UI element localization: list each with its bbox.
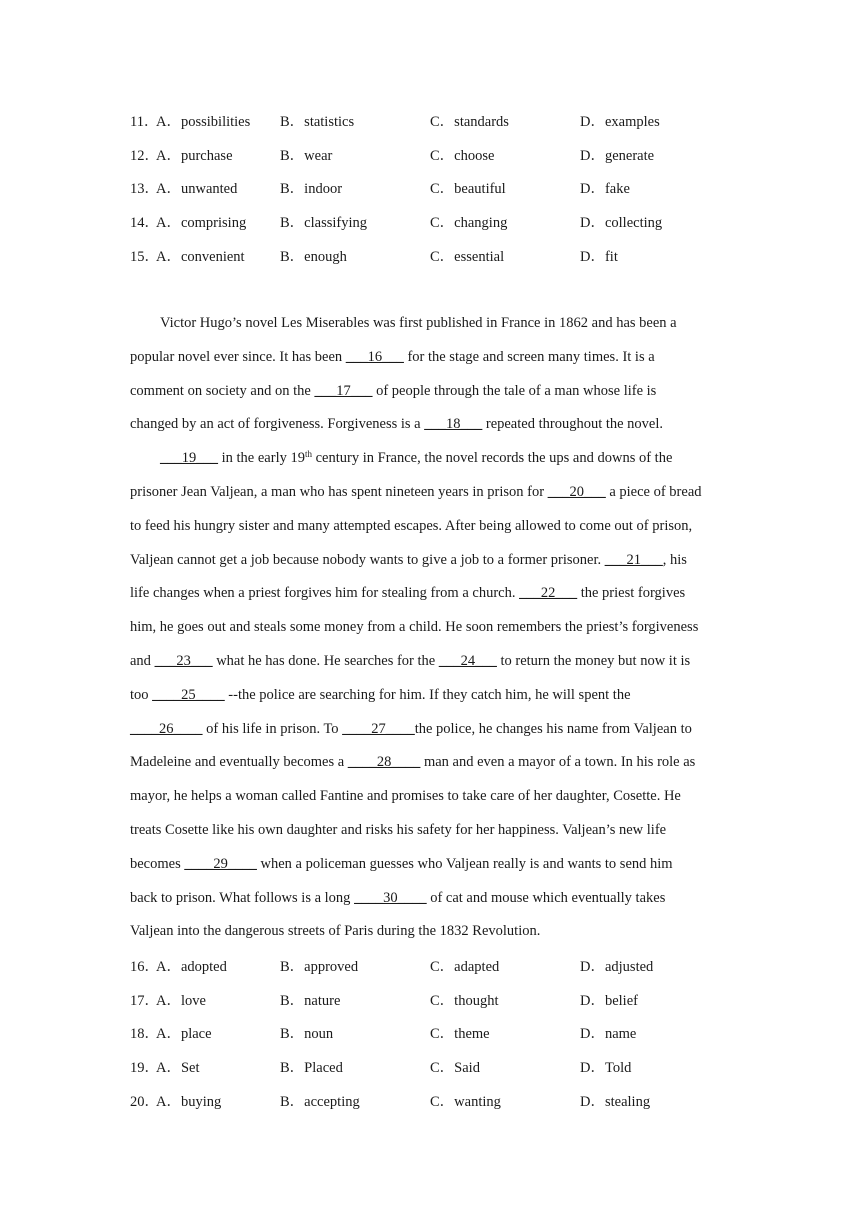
option-c: C．standards [430,114,509,130]
passage-text: to feed his hungry sister and many attempted escapes. After being allowed to come out of prison, [130,517,693,534]
question-number: 20． [130,1094,159,1110]
question-16-options [130,957,770,977]
option-b: B．noun [280,1026,334,1042]
question-18-options [130,1024,770,1044]
passage-line [130,510,730,544]
option-b: B．accepting [280,1094,360,1110]
option-c: C．changing [430,215,508,231]
option-a: A．convenient [156,249,245,265]
passage-line [130,713,730,747]
blank-16: ___16___ [345,348,404,365]
passage-line [130,544,730,578]
option-b: B．Placed [280,1060,343,1076]
option-b: B．wear [280,148,333,164]
passage-line [130,882,730,916]
passage-text: man and even a mayor of a town. In his role as [420,754,696,771]
passage-text: of his life in prison. To [202,720,343,737]
blank-23: ___23___ [154,652,213,669]
option-a: A．adopted [156,959,227,975]
blank-22: ___22___ [519,585,578,602]
blank-25: ____25____ [152,686,225,703]
passage-text: , his [662,551,687,568]
blank-30: ____30____ [354,889,427,906]
option-c: C．thought [430,993,499,1009]
passage-text: to return the money but now it is [496,652,691,669]
passage-text: comment on society and on the [130,382,315,399]
passage-line [130,814,730,848]
question-17-options [130,991,770,1011]
blank-17: ___17___ [314,382,373,399]
blank-20: ___20___ [547,483,606,500]
option-d: D．fit [580,249,618,265]
passage-text: for the stage and screen many times. It is a [403,348,655,365]
option-a: A．unwanted [156,181,238,197]
option-d: D．generate [580,148,655,164]
passage-text: popular novel ever since. It has been [130,348,346,365]
question-19-options [130,1058,770,1078]
passage-text: Valjean into the dangerous streets of Paris during the 1832 Revolution. [130,923,541,940]
blank-29: ____29____ [184,855,257,872]
passage-text: --the police are searching for him. If they catch him, he will spent the [224,686,631,703]
passage-line [130,780,730,814]
question-number: 13． [130,181,159,197]
option-c: C．beautiful [430,181,506,197]
passage-line [130,307,730,341]
question-number: 12． [130,148,159,164]
blank-27: ____27____ [342,720,415,737]
option-d: D．name [580,1026,637,1042]
option-d: D．collecting [580,215,663,231]
passage-line [130,408,730,442]
question-11-options [130,112,770,132]
passage-line [130,442,730,476]
passage-text: repeated throughout the novel. [482,416,664,433]
question-number: 11． [130,114,159,130]
question-number: 14． [130,215,159,231]
superscript: th [304,449,312,460]
option-c: C．Said [430,1060,480,1076]
passage-line [130,915,730,949]
option-d: D．adjusted [580,959,654,975]
passage-text: and [130,652,155,669]
option-c: C．theme [430,1026,490,1042]
passage-line [130,375,730,409]
passage-line [130,577,730,611]
option-a: A．love [156,993,206,1009]
passage-line [130,611,730,645]
passage-text: too [130,686,153,703]
passage-text: a piece of bread [605,483,702,500]
passage-text: century in France, the novel records the ups and downs of the [312,450,673,467]
question-number: 16． [130,959,159,975]
option-b: B．approved [280,959,359,975]
passage-text: mayor, he helps a woman called Fantine and promises to take care of her daughter, Cosette. He [130,788,681,805]
blank-19: ___19___ [160,450,218,467]
option-b: B．nature [280,993,341,1009]
blank-28: ____28____ [347,754,421,771]
question-14-options [130,213,770,233]
option-c: C．wanting [430,1094,501,1110]
passage-text: in the early 19 [218,450,305,467]
option-d: D．fake [580,181,630,197]
passage-line [130,645,730,679]
passage-line [130,848,730,882]
passage-text: becomes [130,855,185,872]
option-c: C．essential [430,249,505,265]
option-d: D．Told [580,1060,632,1076]
passage-line [130,476,730,510]
option-a: A．purchase [156,148,233,164]
option-a: A．buying [156,1094,222,1110]
option-a: A．Set [156,1060,200,1076]
passage-line [130,341,730,375]
option-a: A．possibilities [156,114,251,130]
passage-text: Madeleine and eventually becomes a [130,754,348,771]
option-b: B．classifying [280,215,367,231]
question-12-options [130,146,770,166]
option-b: B．statistics [280,114,355,130]
blank-21: ___21___ [604,551,663,568]
passage-text: of people through the tale of a man whose life is [372,382,657,399]
passage-text: Victor Hugo’s novel Les Miserables was first published in France in 1862 and has been a [160,315,677,331]
blank-26: ____26____ [130,720,203,737]
option-a: A．comprising [156,215,247,231]
question-number: 19． [130,1060,159,1076]
passage-text: the priest forgives [577,585,686,602]
question-13-options [130,179,770,199]
blank-18: ___18___ [424,416,483,433]
question-number: 15． [130,249,159,265]
passage-text: of cat and mouse which eventually takes [426,889,666,906]
option-d: D．belief [580,993,638,1009]
blank-24: ___24___ [438,652,497,669]
option-d: D．stealing [580,1094,651,1110]
passage-text: back to prison. What follows is a long [130,889,355,906]
cloze-passage [130,307,730,949]
question-number: 18． [130,1026,159,1042]
passage-line [130,679,730,713]
question-number: 17． [130,993,159,1009]
passage-text: when a policeman guesses who Valjean really is and wants to send him [256,855,673,872]
passage-text: Valjean cannot get a job because nobody wants to give a job to a former prisoner. [130,551,605,568]
option-c: C．adapted [430,959,500,975]
option-a: A．place [156,1026,212,1042]
option-b: B．indoor [280,181,343,197]
passage-text: treats Cosette like his own daughter and risks his safety for her happiness. Valjean’s new life [130,821,667,838]
passage-text: the police, he changes his name from Valjean to [414,720,692,737]
passage-text: prisoner Jean Valjean, a man who has spent nineteen years in prison for [130,483,548,500]
option-c: C．choose [430,148,495,164]
passage-line [130,746,730,780]
passage-text: changed by an act of forgiveness. Forgiveness is a [130,416,425,433]
option-d: D．examples [580,114,660,130]
passage-text: what he has done. He searches for the [212,652,439,669]
question-20-options [130,1092,770,1112]
option-b: B．enough [280,249,347,265]
passage-text: him, he goes out and steals some money from a child. He soon remembers the priest’s forgiveness [130,619,699,636]
passage-text: life changes when a priest forgives him for stealing from a church. [130,585,520,602]
question-15-options [130,247,770,267]
